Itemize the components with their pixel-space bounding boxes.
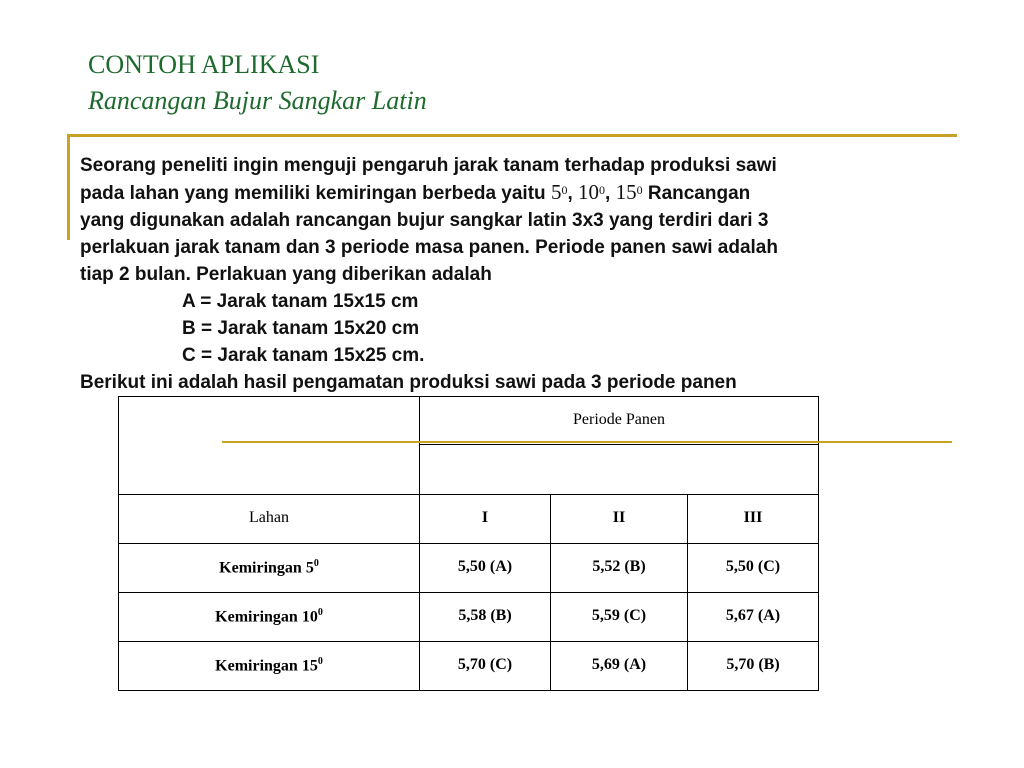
slide-subtitle: Rancangan Bujur Sangkar Latin — [88, 86, 427, 115]
table-cell: 5,52 (B) — [551, 544, 688, 593]
paragraph-line-last: Berikut ini adalah hasil pengamatan produksi sawi pada 3 periode panen — [80, 372, 737, 393]
problem-paragraph — [80, 152, 950, 396]
slide-title: CONTOH APLIKASI — [88, 50, 320, 79]
table-cell: 5,58 (B) — [420, 593, 551, 642]
table-cell: 5,50 (C) — [688, 544, 819, 593]
treatment-c: C = Jarak tanam 15x25 cm. — [182, 345, 425, 366]
treatment-a: A = Jarak tanam 15x15 cm — [182, 291, 419, 312]
accent-line-left — [67, 134, 70, 240]
table-header-row — [119, 495, 819, 544]
table-row — [119, 544, 819, 593]
paragraph-line-4: perlakuan jarak tanam dan 3 periode masa panen. Periode panen sawi adalah — [80, 237, 778, 258]
paragraph-line-2-prefix: pada lahan yang memiliki kemiringan berbeda yaitu — [80, 183, 551, 204]
lahan-header: Lahan — [119, 495, 420, 544]
slope-value-3: $15^0$ — [615, 180, 643, 204]
accent-line-middle — [222, 441, 952, 443]
period-header-2: II — [551, 495, 688, 544]
slope-value-1: $5^0$ — [550, 180, 568, 204]
period-header-1: I — [420, 495, 551, 544]
paragraph-line-5: tiap 2 bulan. Perlakuan yang diberikan adalah — [80, 264, 492, 285]
table-cell: 5,50 (A) — [420, 544, 551, 593]
period-header-3: III — [688, 495, 819, 544]
treatment-b: B = Jarak tanam 15x20 cm — [182, 318, 420, 339]
periode-panen-header: Periode Panen — [420, 397, 819, 445]
row-label: Kemiringan $5^0$ — [119, 544, 420, 593]
row-label: Kemiringan $10^0$ — [119, 593, 420, 642]
table-cell: 5,70 (B) — [688, 642, 819, 691]
table-cell: 5,69 (A) — [551, 642, 688, 691]
periode-blank-cell — [420, 445, 819, 495]
table-corner-cell — [119, 397, 420, 495]
slope-value-2: $10^0$ — [578, 180, 605, 204]
row-label: Kemiringan $15^0$ — [119, 642, 420, 691]
accent-line-top — [67, 134, 957, 137]
table-cell: 5,59 (C) — [551, 593, 688, 642]
paragraph-line-1: Seorang peneliti ingin menguji pengaruh jarak tanam terhadap produksi sawi — [80, 155, 777, 176]
paragraph-line-2-suffix: Rancangan — [642, 183, 751, 204]
table-cell: 5,70 (C) — [420, 642, 551, 691]
paragraph-line-3: yang digunakan adalah rancangan bujur sangkar latin 3x3 yang terdiri dari 3 — [80, 210, 769, 231]
table-cell: 5,67 (A) — [688, 593, 819, 642]
paragraph-line-2: pada lahan yang memiliki kemiringan berbeda yaitu $5^0$, $10^0$, $15^0$ Rancangan — [80, 180, 751, 204]
table-row — [119, 593, 819, 642]
table-row — [119, 642, 819, 691]
